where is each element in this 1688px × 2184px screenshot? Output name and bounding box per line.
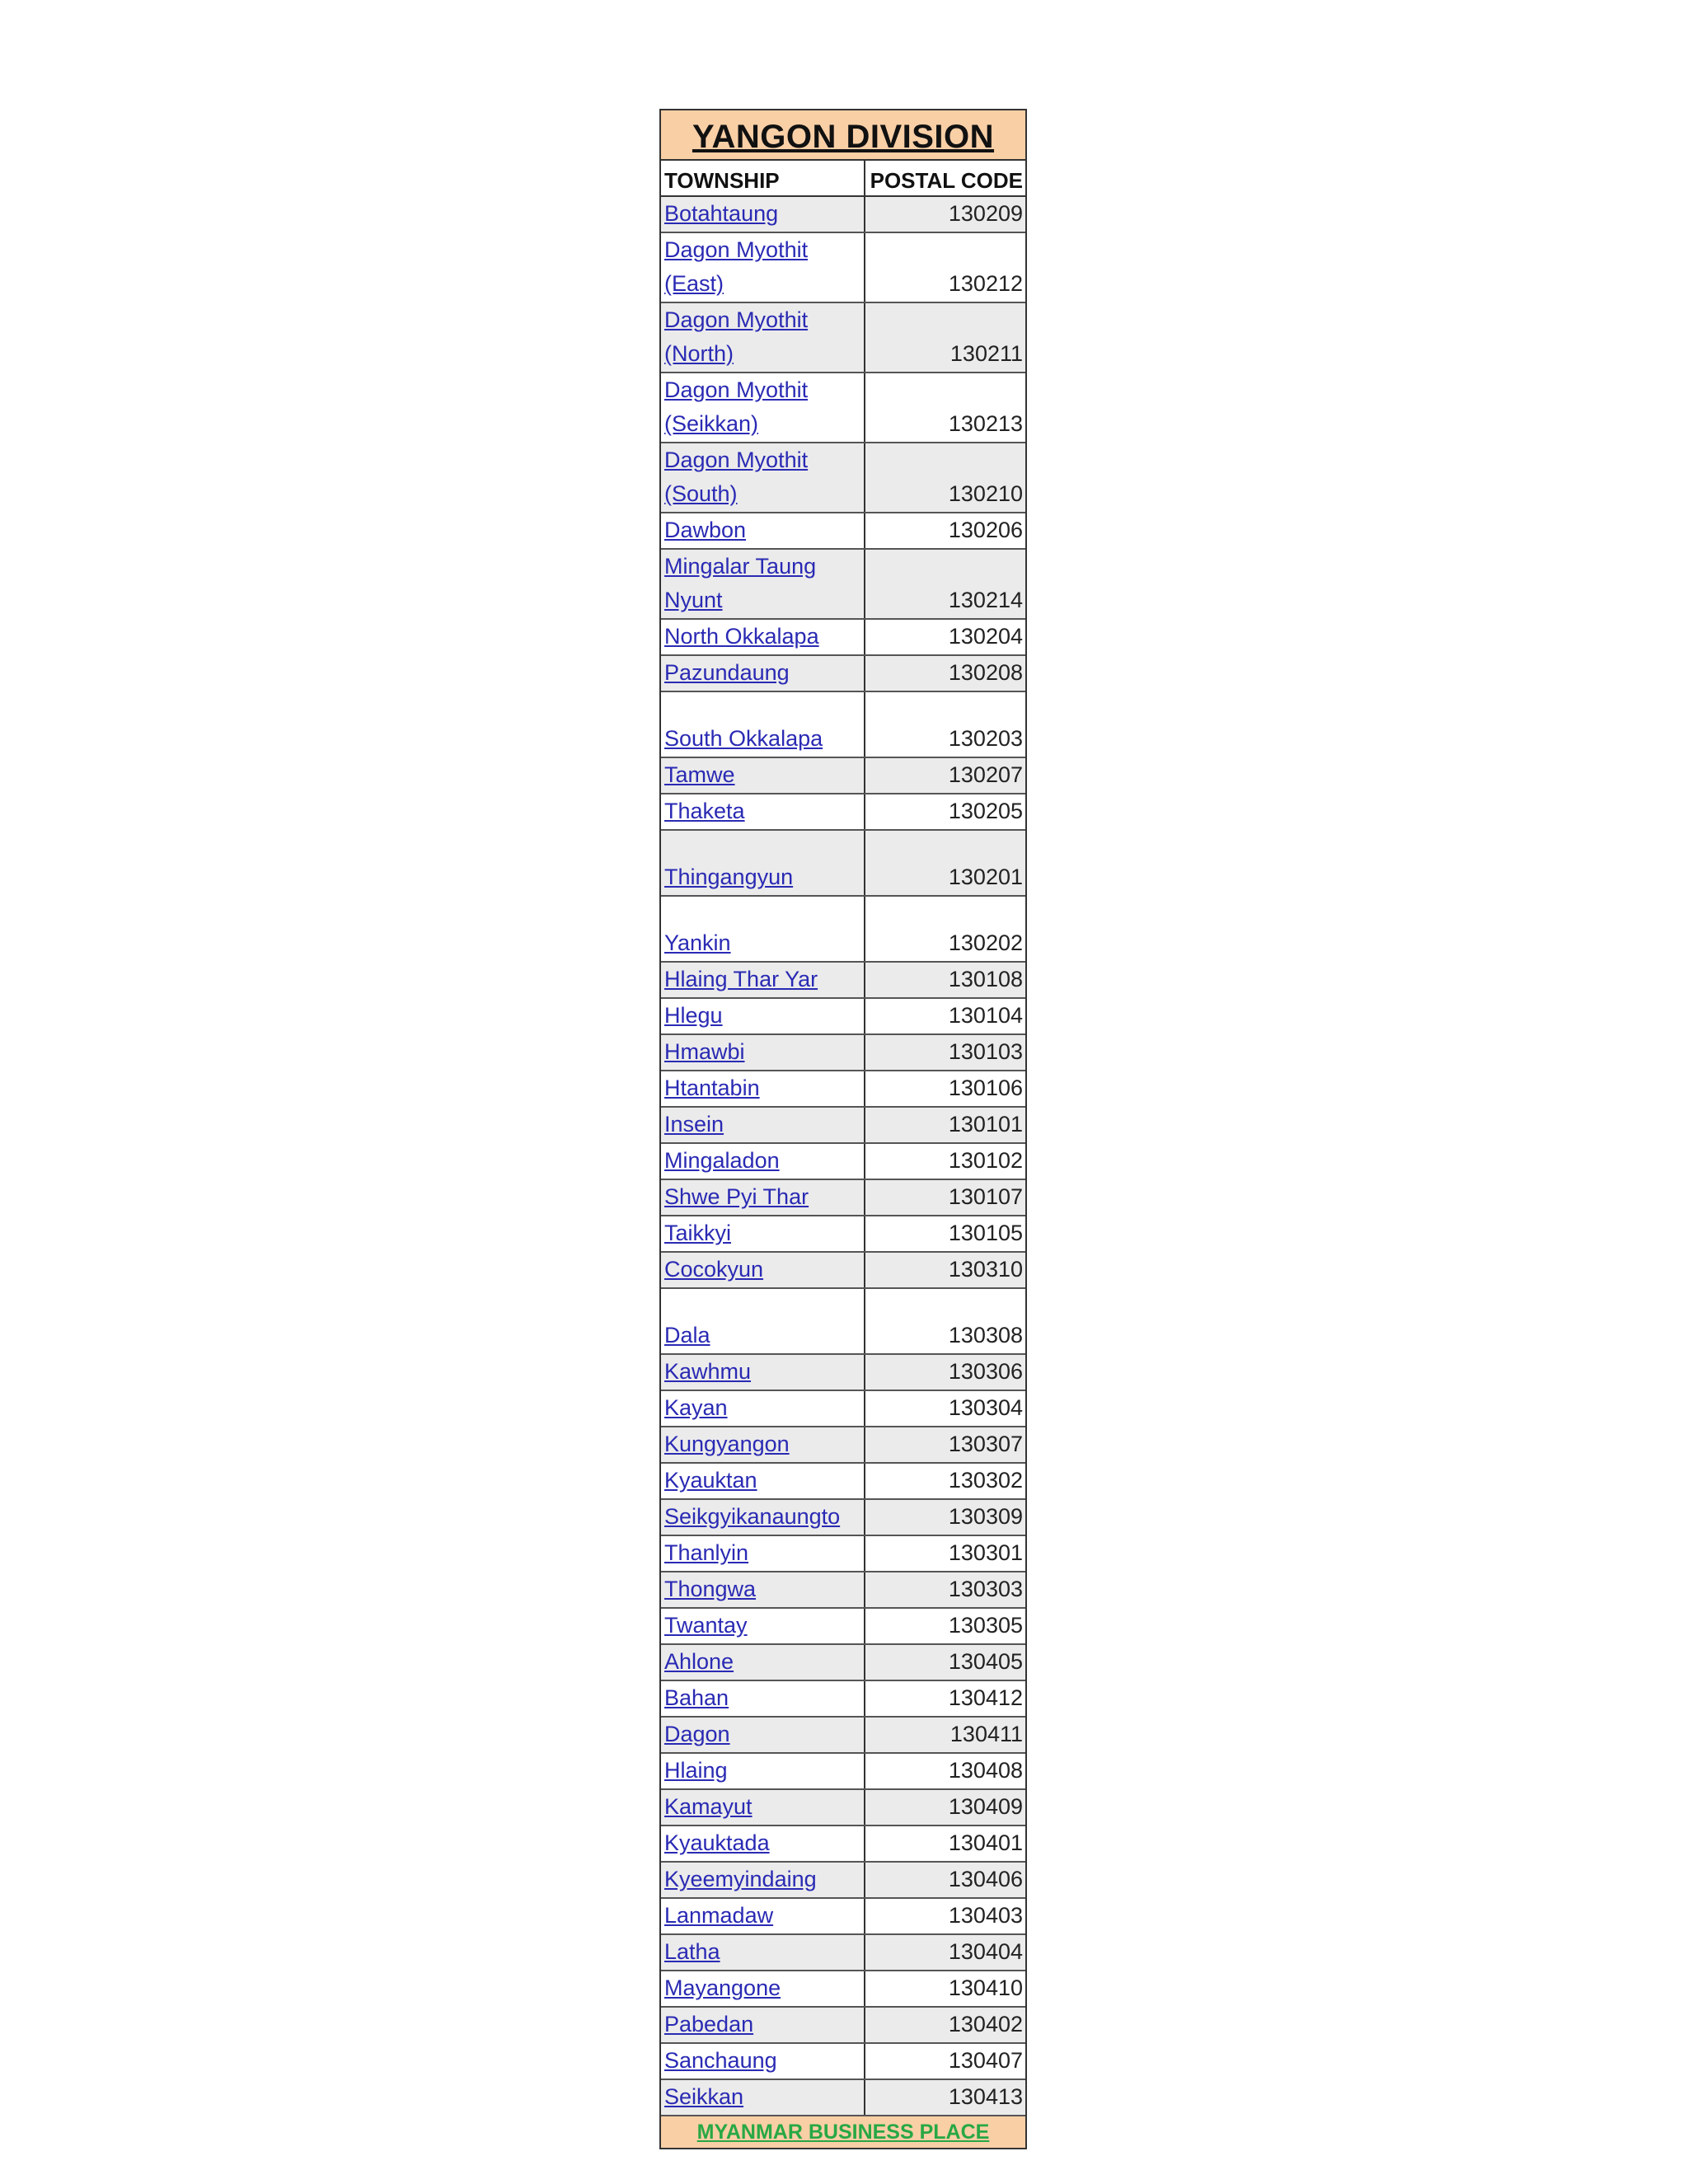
township-link[interactable]: Kawhmu [664, 1359, 752, 1384]
postal-code-cell: 130106 [865, 1071, 1025, 1107]
township-cell [661, 1717, 865, 1753]
postal-code-cell: 130305 [865, 1608, 1025, 1644]
postal-code-cell: 130306 [865, 1354, 1025, 1390]
table-row [661, 1608, 1025, 1644]
township-link[interactable]: Kyauktada [664, 1830, 770, 1855]
table-row [661, 1934, 1025, 1971]
township-cell [661, 794, 865, 830]
township-cell [661, 2079, 865, 2116]
table-row [661, 962, 1025, 998]
township-cell [661, 619, 865, 655]
postal-code-cell: 130403 [865, 1898, 1025, 1934]
table-row [661, 196, 1025, 232]
table-row [661, 1717, 1025, 1753]
township-link[interactable]: Hmawbi [664, 1039, 745, 1064]
township-cell [661, 1354, 865, 1390]
table-row [661, 232, 1025, 302]
township-link[interactable]: Latha [664, 1939, 720, 1964]
township-cell [661, 1288, 865, 1354]
township-link[interactable]: Seikkan [664, 2084, 744, 2109]
table-row [661, 1071, 1025, 1107]
postal-code-cell: 130108 [865, 962, 1025, 998]
postal-code-header: POSTAL CODE [865, 161, 1025, 196]
township-cell [661, 1216, 865, 1252]
table-row [661, 1499, 1025, 1535]
table-row [661, 1288, 1025, 1354]
table-row [661, 896, 1025, 962]
township-link[interactable]: Taikkyi [664, 1221, 732, 1245]
table-row [661, 513, 1025, 549]
township-link[interactable]: Mingalar Taung Nyunt [664, 554, 817, 612]
postal-code-cell: 130107 [865, 1179, 1025, 1216]
township-link[interactable]: Yankin [664, 930, 731, 955]
township-cell [661, 691, 865, 757]
township-cell [661, 1535, 865, 1572]
postal-code-cell: 130214 [865, 549, 1025, 619]
table-row [661, 549, 1025, 619]
township-link[interactable]: Dawbon [664, 518, 747, 542]
township-link[interactable]: Thanlyin [664, 1540, 749, 1565]
township-cell [661, 1644, 865, 1680]
township-link[interactable]: Dagon Myothit (North) [664, 307, 809, 366]
table-row [661, 443, 1025, 513]
postal-code-cell: 130210 [865, 443, 1025, 513]
table-row [661, 1898, 1025, 1934]
township-link[interactable]: Seikgyikanaungto [664, 1504, 841, 1529]
township-link[interactable]: South Okkalapa [664, 726, 823, 751]
postal-code-cell: 130209 [865, 196, 1025, 232]
township-link[interactable]: Ahlone [664, 1649, 734, 1674]
postal-code-cell: 130207 [865, 757, 1025, 794]
township-link[interactable]: Mayangone [664, 1975, 781, 2000]
postal-code-cell: 130205 [865, 794, 1025, 830]
postal-code-cell: 130208 [865, 655, 1025, 691]
postal-code-cell: 130104 [865, 998, 1025, 1034]
postal-code-cell: 130211 [865, 302, 1025, 373]
township-cell [661, 232, 865, 302]
township-cell [661, 2043, 865, 2079]
township-cell [661, 830, 865, 896]
postal-code-cell: 130412 [865, 1680, 1025, 1717]
township-header: TOWNSHIP [661, 161, 865, 196]
township-cell [661, 1572, 865, 1608]
township-link[interactable]: Kyeemyindaing [664, 1867, 817, 1891]
township-cell [661, 1071, 865, 1107]
township-cell [661, 1427, 865, 1463]
township-link[interactable]: Insein [664, 1112, 724, 1137]
postal-code-cell: 130101 [865, 1107, 1025, 1143]
postal-code-cell: 130413 [865, 2079, 1025, 2116]
township-link[interactable]: Dala [664, 1323, 710, 1347]
township-link[interactable]: Twantay [664, 1613, 748, 1638]
table-row [661, 1179, 1025, 1216]
township-cell [661, 1971, 865, 2007]
table-row [661, 1753, 1025, 1789]
postal-code-cell: 130404 [865, 1934, 1025, 1971]
postal-code-cell: 130409 [865, 1789, 1025, 1825]
table-row [661, 1862, 1025, 1898]
table-row [661, 1427, 1025, 1463]
township-link[interactable]: Sanchaung [664, 2048, 777, 2073]
township-link[interactable]: Bahan [664, 1685, 729, 1710]
township-cell [661, 1789, 865, 1825]
postal-code-cell: 130307 [865, 1427, 1025, 1463]
postal-code-cell: 130203 [865, 691, 1025, 757]
postal-code-cell: 130201 [865, 830, 1025, 896]
township-cell [661, 896, 865, 962]
township-cell [661, 302, 865, 373]
township-link[interactable]: Kayan [664, 1395, 728, 1420]
postal-code-cell: 130411 [865, 1717, 1025, 1753]
postal-code-cell: 130408 [865, 1753, 1025, 1789]
table-row [661, 1107, 1025, 1143]
postal-code-table [661, 161, 1025, 2116]
township-link[interactable]: Lanmadaw [664, 1903, 774, 1928]
township-link[interactable]: North Okkalapa [664, 624, 819, 649]
township-cell [661, 549, 865, 619]
table-row [661, 655, 1025, 691]
township-cell [661, 1143, 865, 1179]
postal-code-cell: 130309 [865, 1499, 1025, 1535]
township-link[interactable]: Thingangyun [664, 865, 794, 889]
table-row [661, 619, 1025, 655]
postal-code-cell: 130206 [865, 513, 1025, 549]
table-body [661, 196, 1025, 2116]
township-cell [661, 513, 865, 549]
township-cell [661, 1034, 865, 1071]
postal-code-cell: 130304 [865, 1390, 1025, 1427]
township-cell [661, 1499, 865, 1535]
footer-cell [661, 2116, 1025, 2148]
postal-code-cell: 130406 [865, 1862, 1025, 1898]
township-cell [661, 1252, 865, 1288]
postal-code-cell: 130310 [865, 1252, 1025, 1288]
title-cell [661, 110, 1025, 161]
township-cell [661, 1390, 865, 1427]
table-row [661, 1789, 1025, 1825]
postal-code-sheet [659, 109, 1027, 2149]
township-cell [661, 1898, 865, 1934]
postal-code-cell: 130301 [865, 1535, 1025, 1572]
township-cell [661, 443, 865, 513]
township-link[interactable]: Kamayut [664, 1794, 753, 1819]
township-cell [661, 998, 865, 1034]
township-link[interactable]: Mingaladon [664, 1148, 780, 1173]
table-row [661, 1825, 1025, 1862]
township-link[interactable]: Thaketa [664, 799, 745, 823]
postal-code-cell: 130405 [865, 1644, 1025, 1680]
table-row [661, 794, 1025, 830]
postal-code-cell: 130308 [865, 1288, 1025, 1354]
township-cell [661, 2007, 865, 2043]
sheet-title: YANGON DIVISION [692, 119, 995, 155]
township-cell [661, 373, 865, 443]
township-link[interactable]: Dagon Myothit (Seikkan) [664, 377, 809, 436]
footer-text: MYANMAR BUSINESS PLACE [696, 2120, 990, 2144]
table-row [661, 1252, 1025, 1288]
township-link[interactable]: Pabedan [664, 2012, 754, 2036]
postal-code-cell: 130213 [865, 373, 1025, 443]
postal-code-cell: 130105 [865, 1216, 1025, 1252]
township-cell [661, 655, 865, 691]
postal-code-cell: 130204 [865, 619, 1025, 655]
township-link[interactable]: Pazundaung [664, 660, 790, 685]
table-row [661, 1535, 1025, 1572]
township-link[interactable]: Shwe Pyi Thar [664, 1184, 809, 1209]
table-row [661, 1463, 1025, 1499]
table-row [661, 1572, 1025, 1608]
township-link[interactable]: Dagon Myothit (East) [664, 237, 809, 296]
township-cell [661, 962, 865, 998]
table-row [661, 691, 1025, 757]
postal-code-cell: 130202 [865, 896, 1025, 962]
township-cell [661, 1107, 865, 1143]
township-link[interactable]: Hlaing Thar Yar [664, 967, 818, 991]
postal-code-cell: 130302 [865, 1463, 1025, 1499]
township-link[interactable]: Hlegu [664, 1003, 723, 1028]
table-row [661, 998, 1025, 1034]
postal-code-cell: 130401 [865, 1825, 1025, 1862]
postal-code-cell: 130402 [865, 2007, 1025, 2043]
township-link[interactable]: Dagon [664, 1722, 730, 1746]
township-cell [661, 757, 865, 794]
township-link[interactable]: Thongwa [664, 1577, 757, 1601]
postal-code-cell: 130212 [865, 232, 1025, 302]
table-row [661, 1680, 1025, 1717]
table-row [661, 2043, 1025, 2079]
header-row [661, 161, 1025, 196]
table-row [661, 1034, 1025, 1071]
township-cell [661, 1463, 865, 1499]
table-row [661, 373, 1025, 443]
postal-code-cell: 130103 [865, 1034, 1025, 1071]
postal-code-cell: 130407 [865, 2043, 1025, 2079]
table-row [661, 1644, 1025, 1680]
township-link[interactable]: Htantabin [664, 1076, 760, 1100]
postal-code-cell: 130303 [865, 1572, 1025, 1608]
table-row [661, 757, 1025, 794]
township-link[interactable]: Dagon Myothit (South) [664, 448, 809, 506]
township-link[interactable]: Tamwe [664, 762, 735, 787]
table-row [661, 1143, 1025, 1179]
township-link[interactable]: Kyauktan [664, 1468, 757, 1493]
township-cell [661, 1179, 865, 1216]
township-cell [661, 1753, 865, 1789]
township-link[interactable]: Cocokyun [664, 1257, 764, 1282]
table-row [661, 2007, 1025, 2043]
township-cell [661, 1680, 865, 1717]
table-row [661, 1390, 1025, 1427]
postal-code-cell: 130102 [865, 1143, 1025, 1179]
table-row [661, 302, 1025, 373]
township-cell [661, 1825, 865, 1862]
table-row [661, 1216, 1025, 1252]
table-row [661, 2079, 1025, 2116]
table-row [661, 830, 1025, 896]
township-link[interactable]: Botahtaung [664, 201, 779, 226]
township-link[interactable]: Kungyangon [664, 1432, 790, 1456]
township-cell [661, 1934, 865, 1971]
table-row [661, 1971, 1025, 2007]
township-cell [661, 196, 865, 232]
postal-code-cell: 130410 [865, 1971, 1025, 2007]
township-link[interactable]: Hlaing [664, 1758, 728, 1783]
township-cell [661, 1862, 865, 1898]
table-row [661, 1354, 1025, 1390]
township-cell [661, 1608, 865, 1644]
